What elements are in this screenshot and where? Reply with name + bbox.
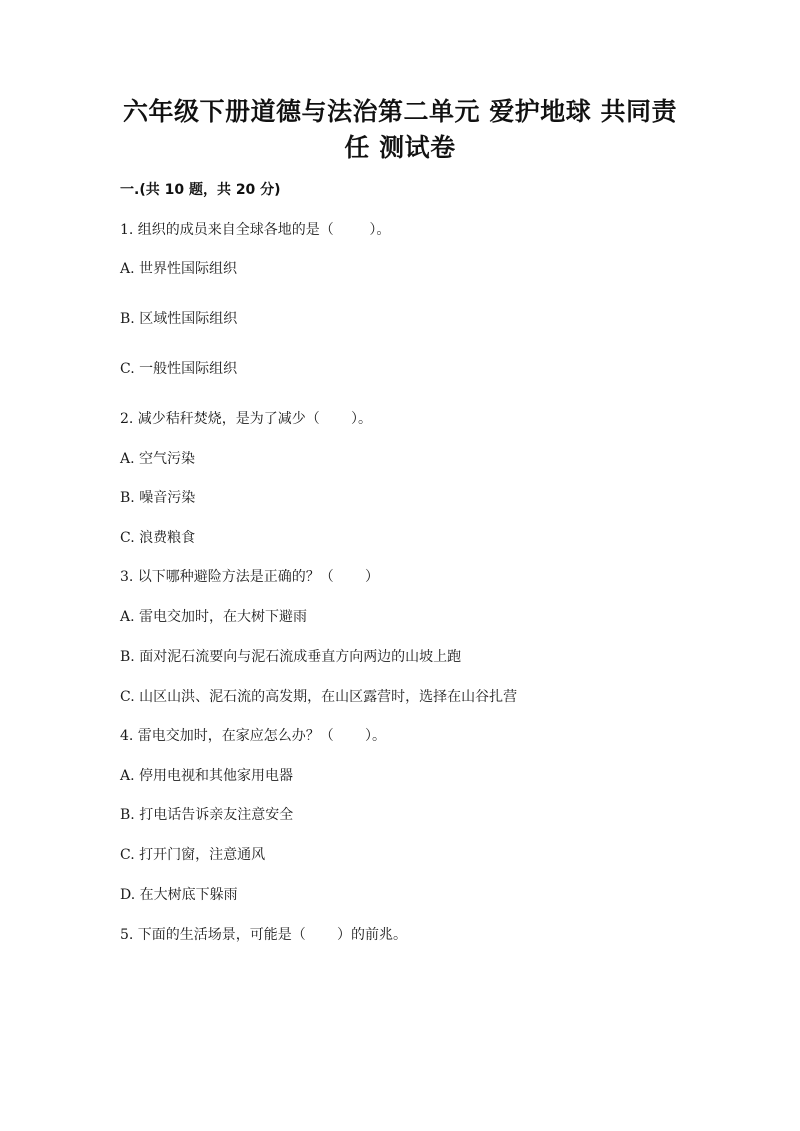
question-3-option-b: B. 面对泥石流要向与泥石流成垂直方向两边的山坡上跑 — [120, 649, 462, 665]
question-1-option-c: C. 一般性国际组织 — [120, 361, 238, 377]
question-4-stem: 4. 雷电交加时，在家应怎么办？（ ）。 — [120, 728, 386, 744]
exam-title — [100, 94, 700, 166]
section-header: 一.(共 10 题，共 20 分) — [120, 182, 281, 198]
question-2-stem: 2. 减少秸秆焚烧，是为了减少（ ）。 — [120, 411, 372, 427]
question-3-option-a: A. 雷电交加时，在大树下避雨 — [120, 609, 308, 625]
question-2-option-a: A. 空气污染 — [120, 451, 196, 467]
question-4-option-a: A. 停用电视和其他家用电器 — [120, 768, 294, 784]
question-5-stem: 5. 下面的生活场景，可能是（ ）的前兆。 — [120, 927, 407, 943]
question-1-stem: 1. 组织的成员来自全球各地的是（ ）。 — [120, 222, 391, 238]
question-4-option-d: D. 在大树底下躲雨 — [120, 887, 238, 903]
question-4-option-b: B. 打电话告诉亲友注意安全 — [120, 807, 294, 823]
question-3-stem: 3. 以下哪种避险方法是正确的？（ ） — [120, 569, 379, 585]
question-2-option-b: B. 噪音污染 — [120, 490, 196, 506]
title-line-1: 六年级下册道德与法治第二单元 爱护地球 共同责 — [123, 97, 677, 126]
question-1-option-b: B. 区域性国际组织 — [120, 311, 238, 327]
question-3-option-c: C. 山区山洪、泥石流的高发期，在山区露营时，选择在山谷扎营 — [120, 689, 518, 705]
question-4-option-c: C. 打开门窗，注意通风 — [120, 847, 266, 863]
question-2-option-c: C. 浪费粮食 — [120, 530, 196, 546]
question-1-option-a: A. 世界性国际组织 — [120, 261, 238, 277]
title-line-2: 任 测试卷 — [344, 133, 456, 162]
